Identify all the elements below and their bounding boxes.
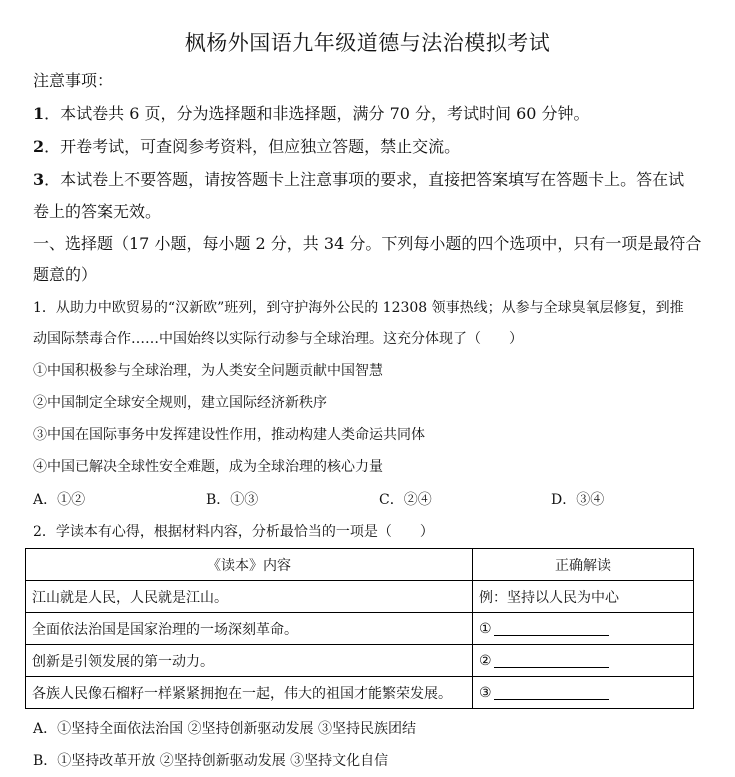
question-1-stem: 1．从助力中欧贸易的“汉新欧”班列，到守护海外公民的 12308 领事热线；从参与全球臭氧层修复，到推 [33, 300, 684, 316]
reading-content-cell: 创新是引领发展的第一动力。 [26, 645, 473, 677]
section-heading: 一、选择题（17 小题，每小题 2 分，共 34 分。下列每小题的四个选项中，只有一项是最符合 [33, 234, 702, 253]
column-header-content: 《读本》内容 [26, 549, 473, 581]
column-header-interpretation: 正确解读 [473, 549, 694, 581]
note-text: ．本试卷上不要答题，请按答题卡上注意事项的要求，直接把答案填写在答题卡上。答在试 [44, 170, 685, 189]
interpretation-cell: 例：坚持以人民为中心 [473, 581, 694, 613]
note-text: ．本试卷共 6 页，分为选择题和非选择题，满分 70 分，考试时间 60 分钟。 [44, 104, 590, 123]
question-1-stem-continued: 动国际禁毒合作……中国始终以实际行动参与全球治理。这充分体现了（ ） [33, 331, 523, 347]
reading-content-cell: 江山就是人民，人民就是江山。 [26, 581, 473, 613]
question-1-statement-2: ②中国制定全球安全规则，建立国际经济新秩序 [33, 395, 327, 411]
blank-marker: ② [479, 652, 492, 669]
reading-content-cell: 全面依法治国是国家治理的一场深刻革命。 [26, 613, 473, 645]
blank-marker: ① [479, 620, 492, 637]
answer-blank[interactable] [494, 685, 609, 700]
exam-title: 枫杨外国语九年级道德与法治模拟考试 [184, 31, 551, 55]
section-heading-continued: 题意的） [33, 265, 98, 284]
question-1-statement-3: ③中国在国际事务中发挥建设性作用，推动构建人类命运共同体 [33, 427, 425, 443]
note-number: 2 [33, 137, 45, 156]
reading-content-cell: 各族人民像石榴籽一样紧紧拥抱在一起，伟大的祖国才能繁荣发展。 [26, 677, 473, 709]
interpretation-cell [473, 677, 694, 709]
note-item-3-continued: 卷上的答案无效。 [33, 202, 162, 221]
table-row [26, 645, 694, 677]
interpretation-cell [473, 613, 694, 645]
option-d[interactable]: D．③④ [551, 492, 605, 508]
notes-heading: 注意事项： [33, 71, 114, 90]
answer-blank[interactable] [494, 653, 609, 668]
answer-blank[interactable] [494, 621, 609, 636]
question-2-stem: 2．学读本有心得，根据材料内容，分析最恰当的一项是（ ） [33, 524, 434, 540]
question-2-option-a[interactable]: A．①坚持全面依法治国 ②坚持创新驱动发展 ③坚持民族团结 [33, 721, 417, 737]
option-b[interactable]: B．①③ [206, 492, 259, 508]
option-c[interactable]: C．②④ [379, 492, 432, 508]
interpretation-cell [473, 645, 694, 677]
reading-table [25, 548, 694, 709]
blank-marker: ③ [479, 684, 492, 701]
question-1-statement-1: ①中国积极参与全球治理，为人类安全问题贡献中国智慧 [33, 363, 383, 379]
table-row [26, 581, 694, 613]
note-item-2 [33, 136, 713, 158]
note-item-1 [33, 103, 713, 125]
note-item-3 [33, 169, 713, 191]
table-header-row [26, 549, 694, 581]
question-1-statement-4: ④中国已解决全球性安全难题，成为全球治理的核心力量 [33, 459, 383, 475]
question-2-option-b[interactable]: B．①坚持改革开放 ②坚持创新驱动发展 ③坚持文化自信 [33, 753, 389, 769]
note-text: ．开卷考试，可查阅参考资料，但应独立答题，禁止交流。 [44, 137, 461, 156]
table-row [26, 613, 694, 645]
note-number: 1 [33, 104, 45, 123]
table-row [26, 677, 694, 709]
note-number: 3 [33, 170, 45, 189]
option-a[interactable]: A．①② [33, 492, 86, 508]
